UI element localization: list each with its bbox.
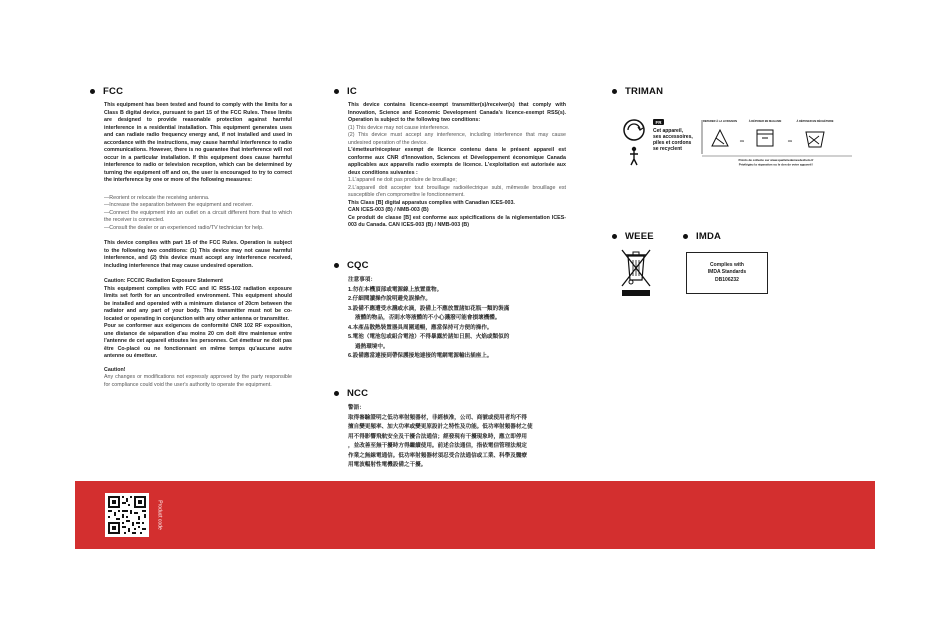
imda-line: IMDA Standards (707, 269, 747, 276)
ncc-line: 取得審驗證明之低功率射頻器材，非經核准，公司、商號或使用者均不得 (348, 414, 528, 421)
bullet-icon (334, 391, 339, 396)
ic-class-fr: Ce produit de classe [B] est conforme aux spécifications de la réglementation ICES-003 du Canada. CAN ICES-003 (B) / NMB-003 (B) (348, 214, 566, 228)
bullet-icon (683, 234, 688, 239)
cqc-heading: CQC (334, 260, 566, 271)
svg-text:ou: ou (739, 138, 745, 143)
ncc-heading: NCC (334, 388, 566, 399)
fcc-caution-title: Caution: FCC/IC Radiation Exposure Statement (104, 278, 223, 284)
bullet-icon (334, 263, 339, 268)
svg-text:piles et cordons: piles et cordons (653, 140, 692, 146)
cqc-item: 1.勿在本機頂部或電源線上放置重物。 (348, 286, 443, 293)
cqc-item: 3.設備不應遭受水濺或水滴，設備上不應放置諸如花瓶一類的裝滿 (348, 305, 510, 312)
ic-intro: This device contains licence-exempt transmitter(s)/receiver(s) that comply with Innovation, Science and Economic Development Canada's licence-exempt RSS(s). Operation is subject to the following two conditions: (348, 102, 566, 123)
bullet-icon (612, 234, 617, 239)
weee-bin-icon (619, 246, 653, 298)
cqc-item: 2.仔細閱讀操作說明避免誤操作。 (348, 296, 431, 302)
fcc-measure: —Connect the equipment into an outlet on a circuit different from that to which the receiver is connected. (104, 209, 292, 223)
triman-logo (620, 116, 852, 168)
cqc-section (334, 260, 566, 362)
cqc-item: 過熱環境中。 (355, 343, 389, 350)
fcc-measure: —Consult the dealer or an experienced radio/TV technician for help. (104, 224, 264, 231)
svg-text:Privilégiez la réparation ou l: Privilégiez la réparation ou le don de votre appareil ! (738, 162, 814, 167)
fcc-paragraph-1: This equipment has been tested and found to comply with the limits for a Class B digital device, pursuant to part 15 of the FCC Rules. These limits are designed to provide reasonable protection against harmful interference in a residential installation. This equipment generates uses and can radiate radio frequency energy and, if not installed and used in accordance with the instructions, may cause harmful interference to radio communications. However, there is no guarantee that interference will not occur in a particular installation. If this equipment does cause harmful interference to radio or television reception, which can be determined by turning the equipment off and on, the user is encouraged to try to correct the interference by one or more of the following measures: (104, 102, 292, 183)
fcc-caution2-text: Any changes or modifications not expressly approved by the party responsible for compliance could void the user's authority to operate the equipment. (104, 374, 292, 388)
qr-label: Product code (157, 500, 163, 530)
imda-heading: IMDA (683, 231, 721, 242)
ic-fr-intro: L'émetteur/récepteur exempt de licence contenu dans le présent appareil est conforme aux CNR d'Innovation, Sciences et Développement économique Canada applicables aux appareils radio exempts de licence. L'exploitation est autorisée aux deux conditions suivantes : (348, 147, 566, 176)
fcc-measure: —Increase the separation between the equipment and receiver. (104, 202, 253, 208)
ncc-line: 用不得影響飛航安全及干擾合法通信；經發現有干擾現象時，應立即停用 (348, 433, 528, 440)
bullet-icon (334, 89, 339, 94)
cqc-item: 6.設備應當連接到帶保護接地連接的電網電源輸出插座上。 (348, 353, 493, 359)
qr-code-icon (105, 493, 149, 537)
ncc-section (334, 388, 566, 471)
svg-text:ou: ou (787, 138, 793, 143)
triman-badge: FR (655, 119, 662, 125)
ncc-line: 擅自變更頻率、加大功率或變更原設計之特性及功能。低功率射頻器材之使 (348, 424, 533, 430)
dump-icon (806, 132, 824, 147)
ic-class-en: This Class [B] digital apparatus complies with Canadian ICES-003. (348, 199, 515, 206)
store-icon (757, 130, 773, 146)
ncc-line: 用電波輻射性電機設備之干擾。 (348, 462, 427, 468)
fcc-heading: FCC (90, 86, 292, 97)
svg-text:REPARER À LA LIVRAISON: REPARER À LA LIVRAISON (702, 120, 738, 123)
ncc-line: ，並改善至無干擾時方得繼續使用。前述合法通信，指依電信管理法規定 (348, 443, 528, 449)
fcc-caution2-title: Caution! (104, 366, 126, 373)
weee-heading: WEEE (612, 231, 654, 242)
cqc-item: 液體的物品，否則水等液體的不小心濺潑可能會損壞機體。 (355, 315, 501, 321)
triman-section (612, 86, 862, 102)
svg-text:À DÉPOSER EN MAGASIN: À DÉPOSER EN MAGASIN (748, 120, 782, 123)
footer-band (75, 481, 875, 549)
bullet-icon (612, 89, 617, 94)
imda-code: DB106232 (715, 276, 739, 283)
fcc-caution-fr: Pour se conformer aux exigences de conformité CNR 102 RF exposition, une distance de séparation d'au moins 20 cm doit être maintenue entre l'antenne de cet appareil ettoutes les personnes. Cet émetteur ne doit pas être Co-placé ou ne fonctionnant en même temps qu'aucune autre antenne ou émetteur. (104, 323, 292, 359)
ncc-intro: 警語： (348, 405, 365, 411)
svg-text:se recyclent: se recyclent (653, 146, 682, 152)
repair-icon (712, 130, 728, 146)
triman-heading: TRIMAN (612, 86, 862, 97)
fcc-paragraph-2: This device complies with part 15 of the FCC Rules. Operation is subject to the following two conditions: (1) This device may not cause harmful interference, and (2) this device must accept any interference received, including interference that may cause undesired operation. (104, 240, 292, 269)
ic-heading: IC (334, 86, 566, 97)
ic-condition: (2) This device must accept any interference, including interference that may cause undesired operation of the device. (348, 132, 566, 146)
ic-section (334, 86, 566, 230)
fcc-section (90, 86, 292, 389)
imda-line: Complies with (710, 261, 744, 268)
svg-text:Points de collecte sur www.que: Points de collecte sur www.quefairedemesdechets.fr (738, 158, 814, 162)
fcc-caution-en: This equipment complies with FCC and IC RSS-102 radiation exposure limits set forth for an uncontrolled environment. This equipment should be installed and operated with a minimum distance of 20cm between the radiator and any part of your body. This transmitter must not be co-located or operating in conjunction with any other antenna or transmitter. (104, 285, 292, 322)
cqc-intro: 注意事項： (348, 277, 376, 283)
cqc-item: 5.電池（電池包或組合電池）不得暴露於諸如日照、火焰或類似的 (348, 334, 510, 340)
svg-text:À DÉPOSER EN DÉCHÈTERIE: À DÉPOSER EN DÉCHÈTERIE (796, 120, 834, 123)
ic-fr-condition: 1.L'appareil ne doit pas produire de brouillage; (348, 177, 457, 183)
triman-icon (624, 120, 644, 165)
ncc-line: 作業之無線電通信。低功率射頻器材須忍受合法通信或工業、科學及醫療 (348, 452, 528, 459)
imda-label (686, 252, 768, 294)
ic-condition: (1) This device may not cause interference. (348, 124, 450, 131)
svg-text:ses accessoires,: ses accessoires, (653, 134, 693, 140)
ic-class-code: CAN ICES-003 (B) / NMB-003 (B) (348, 207, 429, 213)
svg-text:Cet appareil,: Cet appareil, (653, 128, 684, 134)
bullet-icon (90, 89, 95, 94)
fcc-measure: —Reorient or relocate the receiving antenna. (104, 194, 210, 201)
ic-fr-condition: 2.L'appareil doit accepter tout brouillage radioélectrique subi, mêmesile brouillage est susceptible d'en compromettre le fonctionnement. (348, 184, 566, 198)
cqc-item: 4.本產品散熱裝置器具周圍通暢，應當保持可方便的操作。 (348, 324, 493, 331)
